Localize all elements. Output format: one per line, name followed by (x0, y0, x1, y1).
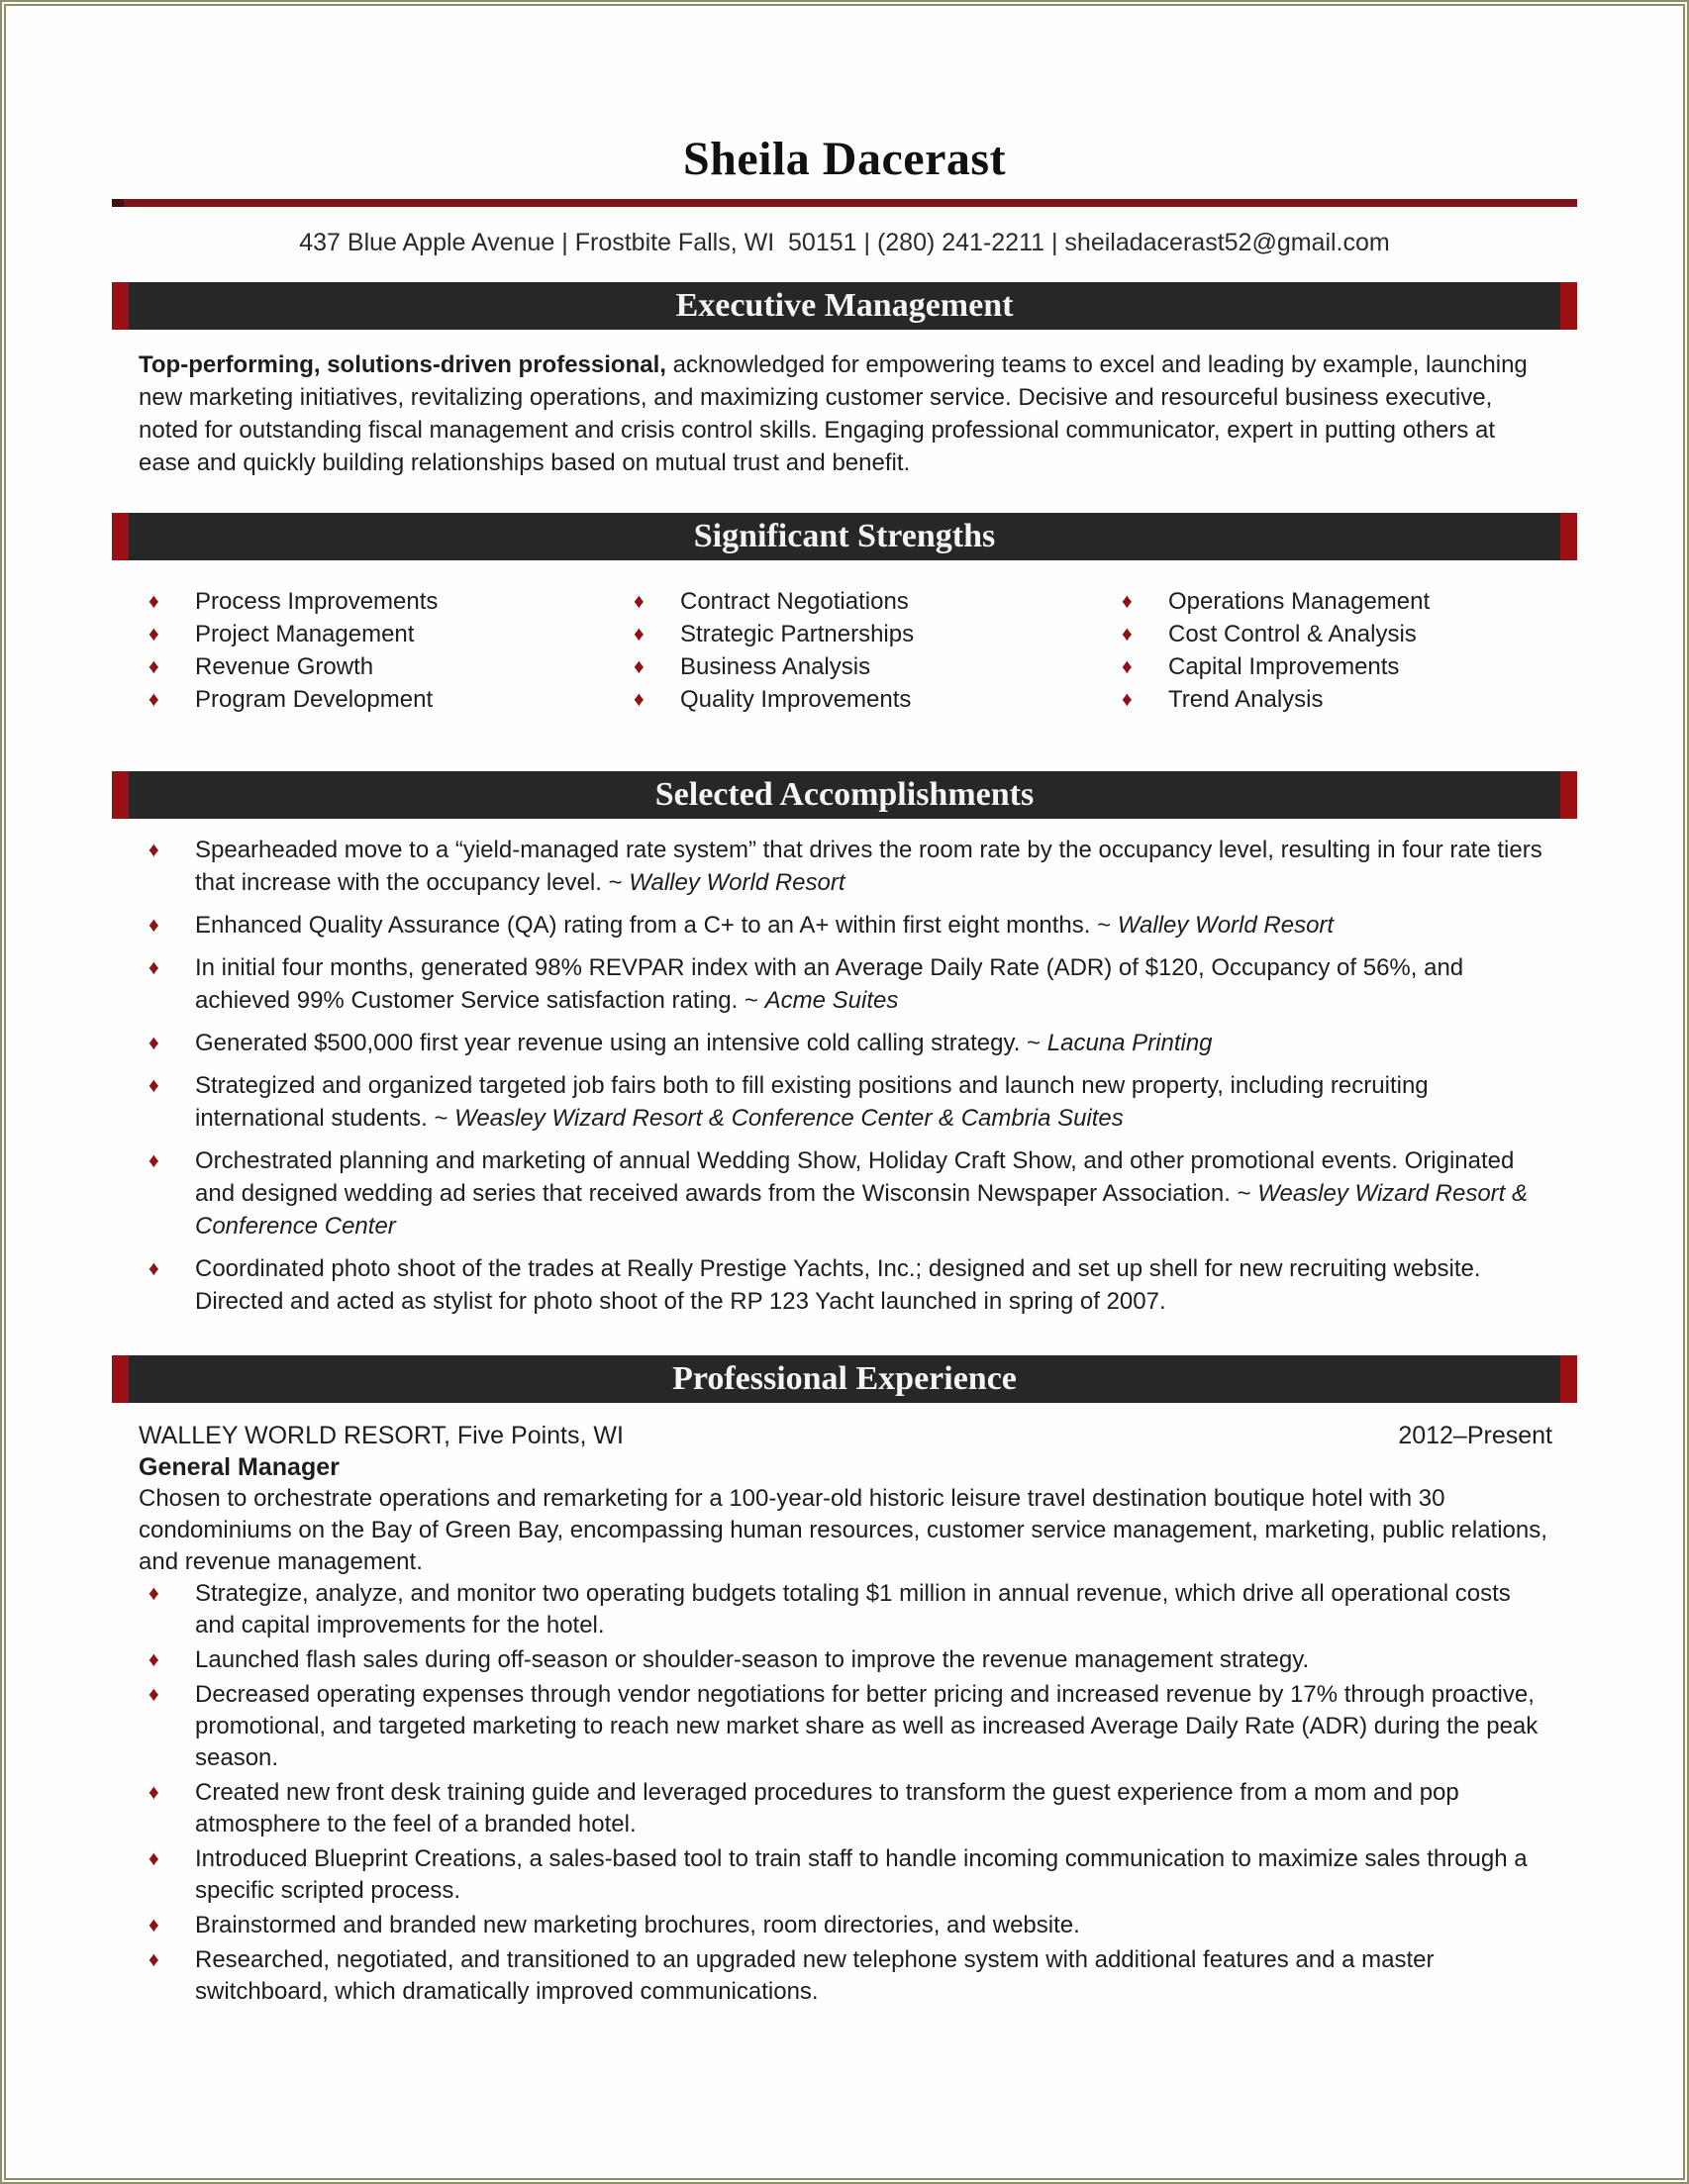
diamond-bullet-icon: ♦ (149, 914, 159, 937)
experience-bullet-text: Decreased operating expenses through vendor negotiations for better pricing and increased revenue by 17% through proactive, promotional, and targeted marketing to reach new market share as well as increased Average Daily Rate (ADR) during the peak season. (195, 1681, 1539, 1771)
strength-label: Cost Control & Analysis (1168, 621, 1417, 647)
diamond-bullet-icon: ♦ (1122, 623, 1133, 645)
section-title-selected-accomplishments: Selected Accomplishments (654, 776, 1035, 813)
accomplishment-item (139, 951, 1552, 1017)
job-summary: Chosen to orchestrate operations and remarketing for a 100-year-old historic leisure travel destination boutique hotel with 30 condominiums on the Bay of Green Bay, encompassing human resources, customer service management, marketing, public relations, and revenue management. (139, 1485, 1547, 1575)
diamond-bullet-icon: ♦ (1122, 655, 1133, 678)
accomplishment-org: Walley World Resort (629, 869, 845, 896)
accomplishment-text: Generated $500,000 first year revenue using an intensive cold calling strategy. ~ (195, 1030, 1047, 1056)
experience-bullet-text: Strategize, analyze, and monitor two operating budgets totaling $1 million in annual revenue, which drive all operational costs and capital improvements for the hotel. (195, 1580, 1511, 1638)
experience-bullet (139, 1644, 1552, 1676)
diamond-bullet-icon: ♦ (149, 1683, 159, 1706)
accomplishment-org: Weasley Wizard Resort & Conference Center & Cambria Suites (454, 1105, 1124, 1132)
section-title-professional-experience: Professional Experience (672, 1360, 1017, 1397)
strength-label: Contract Negotiations (680, 588, 909, 615)
strength-label: Business Analysis (680, 653, 871, 680)
accomplishment-text: Strategized and organized targeted job fairs both to fill existing positions and launch new property, including recruiting international students. ~ (195, 1072, 1429, 1132)
strength-label: Strategic Partnerships (680, 621, 915, 647)
accomplishment-text: Spearheaded move to a “yield-managed rate system” that drives the room rate by the occupancy level, resulting in four rate tiers that increase with the occupancy level. ~ (195, 837, 1542, 896)
strength-item (1112, 650, 1552, 683)
diamond-bullet-icon: ♦ (149, 1074, 159, 1097)
diamond-bullet-icon: ♦ (634, 655, 645, 678)
experience-bullet (139, 1843, 1552, 1907)
experience-bullet (139, 1777, 1552, 1840)
strength-item (139, 650, 624, 683)
experience-bullet (139, 1910, 1552, 1941)
experience-bullet-list (139, 1578, 1552, 2008)
experience-heading-row (139, 1420, 1552, 1451)
diamond-bullet-icon: ♦ (634, 688, 645, 711)
diamond-bullet-icon: ♦ (149, 688, 159, 711)
experience-bullet-text: Introduced Blueprint Creations, a sales-based tool to train staff to handle incoming communication to maximize sales through a specific scripted process. (195, 1845, 1528, 1904)
experience-bullet-text: Brainstormed and branded new marketing brochures, room directories, and website. (195, 1912, 1080, 1938)
strength-item (1112, 683, 1552, 716)
bar-accent-left (112, 771, 129, 819)
candidate-name: Sheila Dacerast (682, 133, 1007, 185)
diamond-bullet-icon: ♦ (149, 655, 159, 678)
strength-label: Project Management (195, 621, 415, 647)
strength-label: Program Development (195, 686, 434, 713)
diamond-bullet-icon: ♦ (149, 1781, 159, 1804)
diamond-bullet-icon: ♦ (149, 1948, 159, 1971)
strength-item (139, 585, 624, 618)
accomplishments-list (139, 834, 1552, 1318)
strength-label: Capital Improvements (1168, 653, 1400, 680)
job-title: General Manager (139, 1453, 340, 1481)
experience-bullet-text: Researched, negotiated, and transitioned to an upgraded new telephone system with additional features and a master switchboard, which dramatically improved communications. (195, 1946, 1435, 2005)
accomplishment-item (139, 1069, 1552, 1135)
strength-item (1112, 618, 1552, 650)
diamond-bullet-icon: ♦ (149, 1257, 159, 1280)
summary-paragraph (139, 348, 1552, 479)
diamond-bullet-icon: ♦ (149, 623, 159, 645)
experience-bullet (139, 1944, 1552, 2008)
diamond-bullet-icon: ♦ (149, 1582, 159, 1605)
diamond-bullet-icon: ♦ (149, 839, 159, 861)
diamond-bullet-icon: ♦ (149, 1149, 159, 1172)
strength-item (1112, 585, 1552, 618)
diamond-bullet-icon: ♦ (634, 590, 645, 613)
summary-body: acknowledged for empowering teams to excel and leading by example, launching new marketing initiatives, revitalizing operations, and maximizing customer service. Decisive and resourceful business executive, noted for outstanding fiscal management and crisis control skills. Engaging professional communicator, expert in putting others at ease and quickly building relationships based on mutual trust and benefit. (139, 351, 1528, 476)
strength-item (139, 618, 624, 650)
accomplishment-org: Acme Suites (764, 987, 899, 1014)
resume-content (2, 133, 1687, 2008)
diamond-bullet-icon: ♦ (1122, 688, 1133, 711)
contact-line: 437 Blue Apple Avenue | Frostbite Falls, WI 50151 | (280) 241-2211 | sheiladacerast52@gmail.com (299, 229, 1390, 256)
bar-accent-right (1560, 282, 1577, 330)
strength-label: Process Improvements (195, 588, 439, 615)
accomplishment-text: In initial four months, generated 98% REVPAR index with an Average Daily Rate (ADR) of $120, Occupancy of 56%, and achieved 99% Customer Service satisfaction rating. ~ (195, 954, 1464, 1014)
section-header-significant-strengths (112, 513, 1577, 560)
bar-accent-left (112, 513, 129, 560)
diamond-bullet-icon: ♦ (149, 590, 159, 613)
strength-item (624, 683, 1112, 716)
diamond-bullet-icon: ♦ (149, 1032, 159, 1054)
diamond-bullet-icon: ♦ (634, 623, 645, 645)
strength-item (624, 585, 1112, 618)
experience-bullet (139, 1679, 1552, 1774)
section-header-executive-management (112, 282, 1577, 330)
strength-item (624, 618, 1112, 650)
employer-name: WALLEY WORLD RESORT, Five Points, WI (139, 1422, 624, 1449)
experience-bullet-text: Created new front desk training guide and leveraged procedures to transform the guest experience from a mom and pop atmosphere to the feel of a branded hotel. (195, 1779, 1459, 1837)
experience-bullet (139, 1578, 1552, 1641)
accomplishment-text: Orchestrated planning and marketing of annual Wedding Show, Holiday Craft Show, and other promotional events. Originated and designed wedding ad series that received awards from the Wisconsin Newspaper Association. ~ (195, 1147, 1515, 1207)
diamond-bullet-icon: ♦ (149, 1648, 159, 1671)
bar-accent-left (112, 282, 129, 330)
diamond-bullet-icon: ♦ (149, 1847, 159, 1870)
accomplishment-item (139, 834, 1552, 899)
section-title-executive-management: Executive Management (675, 287, 1014, 324)
accomplishment-org: Walley World Resort (1117, 912, 1335, 939)
accomplishment-item (139, 1144, 1552, 1242)
section-header-professional-experience (112, 1355, 1577, 1403)
section-header-selected-accomplishments (112, 771, 1577, 819)
accomplishment-item (139, 1027, 1552, 1059)
bar-accent-right (1560, 771, 1577, 819)
strength-item (624, 650, 1112, 683)
bar-accent-right (1560, 1355, 1577, 1403)
strength-label: Quality Improvements (680, 686, 912, 713)
strength-item (139, 683, 624, 716)
accomplishment-text: Enhanced Quality Assurance (QA) rating from a C+ to an A+ within first eight months. ~ (195, 912, 1118, 939)
accomplishment-org: Weasley Wizard Resort & Conference Center (195, 1180, 1529, 1240)
strength-label: Operations Management (1168, 588, 1431, 615)
accomplishment-item (139, 1252, 1552, 1318)
diamond-bullet-icon: ♦ (1122, 590, 1133, 613)
diamond-bullet-icon: ♦ (149, 1914, 159, 1936)
bar-accent-right (1560, 513, 1577, 560)
strength-label: Revenue Growth (195, 653, 374, 680)
accomplishment-item (139, 909, 1552, 942)
strength-label: Trend Analysis (1168, 686, 1324, 713)
strengths-list (139, 585, 1552, 716)
bar-accent-left (112, 1355, 129, 1403)
diamond-bullet-icon: ♦ (149, 956, 159, 979)
header-divider-rule (112, 199, 1577, 207)
section-title-significant-strengths: Significant Strengths (693, 518, 996, 554)
accomplishment-text: Coordinated photo shoot of the trades at Really Prestige Yachts, Inc.; designed and set up shell for new recruiting website. Directed and acted as stylist for photo shoot of the RP 123 Yacht launched in spring of 2007. (195, 1255, 1481, 1315)
accomplishment-org: Lacuna Printing (1046, 1030, 1213, 1056)
employment-dates: 2012–Present (1398, 1422, 1552, 1449)
experience-bullet-text: Launched flash sales during off-season or shoulder-season to improve the revenue management strategy. (195, 1646, 1310, 1673)
summary-lead: Top-performing, solutions-driven professional, (139, 351, 666, 378)
